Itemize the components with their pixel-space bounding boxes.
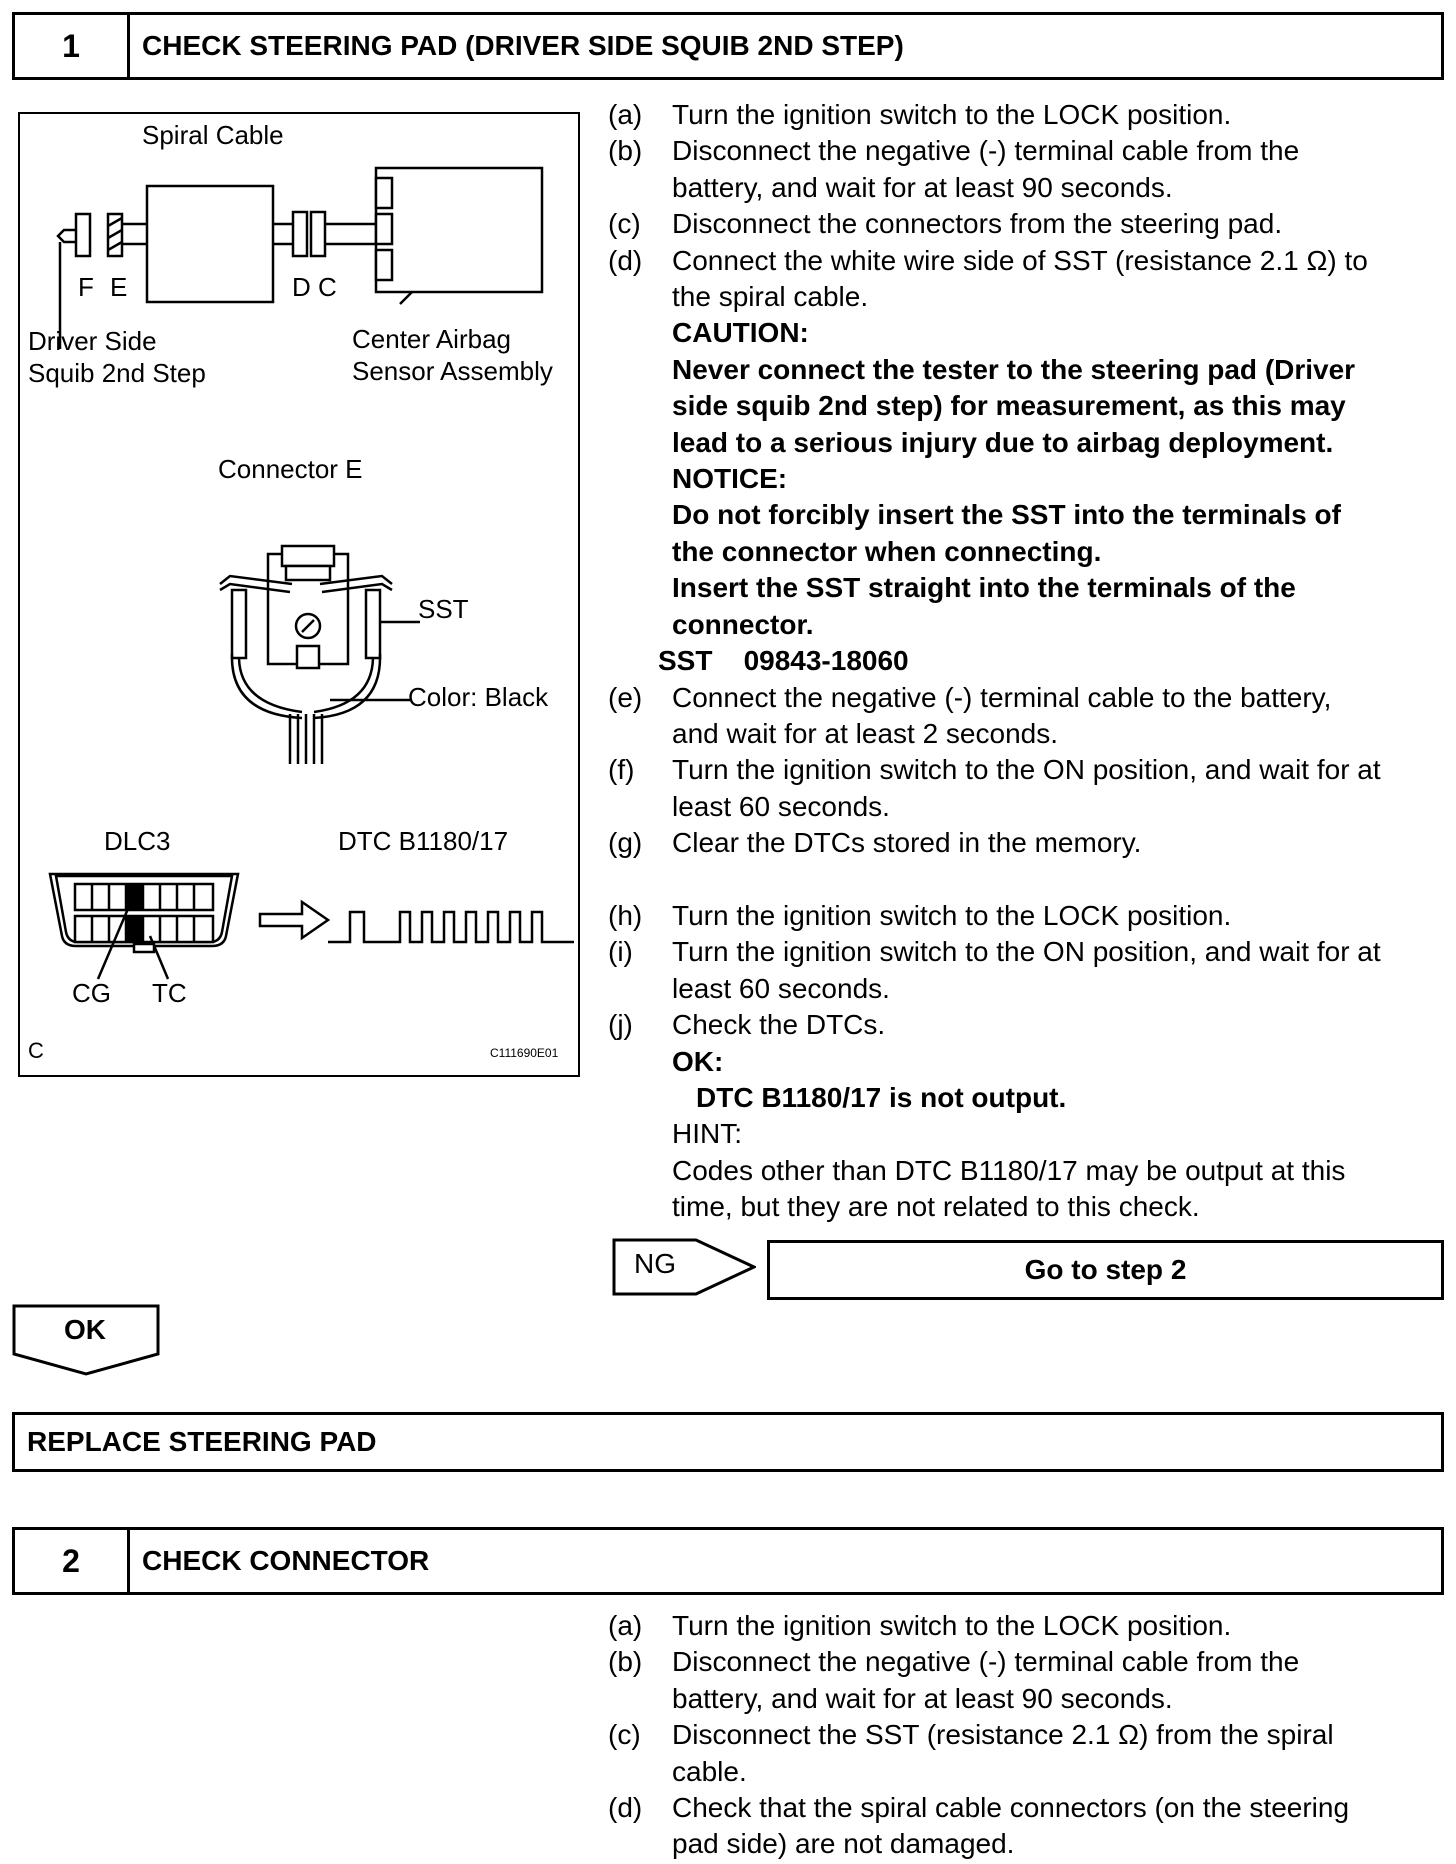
procedure-item: (d) Connect the white wire side of SST (resistance 2.1 Ω) to — [608, 244, 1368, 276]
cg-label: CG — [72, 978, 111, 1008]
caution-title: CAUTION: — [672, 317, 809, 349]
notice-line: the connector when connecting. — [672, 535, 1102, 567]
terminal-dc-label: D C — [292, 272, 337, 302]
notice-title: NOTICE: — [672, 463, 788, 495]
hint-title: HINT: — [672, 1118, 742, 1150]
dlc3-label: DLC3 — [104, 826, 171, 856]
procedure-item: (d) Check that the spiral cable connectors (on the steering — [608, 1792, 1350, 1824]
procedure-item: (f) Turn the ignition switch to the ON position, and wait for at — [608, 754, 1381, 786]
sst-part-number: SST 09843-18060 — [658, 645, 909, 677]
step-title: CHECK CONNECTOR — [142, 1545, 430, 1576]
corner-c-label: C — [28, 1038, 44, 1063]
replace-steering-pad-box: REPLACE STEERING PAD — [12, 1412, 1444, 1472]
go-to-step-2-box[interactable]: Go to step 2 — [767, 1240, 1444, 1300]
procedure-continuation: battery, and wait for at least 90 seconds. — [672, 1682, 1173, 1714]
procedure-continuation: and wait for at least 2 seconds. — [672, 717, 1058, 749]
ng-label: NG — [634, 1248, 676, 1279]
notice-line: Do not forcibly insert the SST into the terminals of — [672, 499, 1341, 531]
step-title: CHECK STEERING PAD (DRIVER SIDE SQUIB 2ND STEP) — [142, 30, 904, 61]
caution-line: Never connect the tester to the steering pad (Driver — [672, 353, 1356, 385]
center-airbag-label-1: Center Airbag — [352, 324, 511, 354]
sst-label: SST — [418, 594, 469, 624]
color-black-label: Color: Black — [408, 682, 549, 712]
caution-line: lead to a serious injury due to airbag deployment. — [672, 426, 1334, 458]
step-1-procedure — [608, 97, 1448, 1226]
spiral-cable-label: Spiral Cable — [142, 120, 284, 150]
step-2-procedure — [608, 1608, 1448, 1863]
procedure-item: (c) Disconnect the connectors from the steering pad. — [608, 208, 1283, 240]
procedure-continuation: cable. — [672, 1755, 747, 1787]
notice-line: Insert the SST straight into the terminals of the — [672, 572, 1296, 604]
procedure-continuation: pad side) are not damaged. — [672, 1828, 1015, 1860]
ok-label: OK — [64, 1314, 106, 1345]
procedure-item: (i) Turn the ignition switch to the ON position, and wait for at — [608, 936, 1381, 968]
procedure-item: (b) Disconnect the negative (-) terminal cable from the — [608, 1646, 1300, 1678]
step-2-header — [12, 1527, 1444, 1595]
connector-e-label: Connector E — [218, 454, 363, 484]
procedure-item: (e) Connect the negative (-) terminal cable to the battery, — [608, 681, 1332, 713]
notice-line: connector. — [672, 608, 814, 640]
driver-side-label-1: Driver Side — [28, 326, 157, 356]
procedure-item: (c) Disconnect the SST (resistance 2.1 Ω) from the spiral — [608, 1719, 1334, 1751]
ng-result-arrow[interactable] — [612, 1238, 756, 1294]
procedure-item: (h) Turn the ignition switch to the LOCK position. — [608, 899, 1232, 931]
caution-line: side squib 2nd step) for measurement, as this may — [672, 390, 1346, 422]
ok-criteria: DTC B1180/17 is not output. — [696, 1081, 1067, 1113]
ok-result-arrow[interactable] — [12, 1304, 160, 1376]
hint-line: Codes other than DTC B1180/17 may be output at this — [672, 1154, 1346, 1186]
procedure-continuation: battery, and wait for at least 90 seconds. — [672, 171, 1173, 203]
step-number: 1 — [15, 15, 130, 77]
procedure-item: (a) Turn the ignition switch to the LOCK position. — [608, 1610, 1232, 1641]
procedure-item: (g) Clear the DTCs stored in the memory. — [608, 827, 1142, 859]
procedure-continuation: least 60 seconds. — [672, 972, 890, 1004]
hint-line: time, but they are not related to this check. — [672, 1191, 1200, 1223]
driver-side-label-2: Squib 2nd Step — [28, 358, 206, 388]
tc-label: TC — [152, 978, 187, 1008]
procedure-continuation: least 60 seconds. — [672, 790, 890, 822]
ok-title: OK: — [672, 1045, 724, 1077]
terminal-e-label: E — [110, 272, 128, 302]
procedure-item: (b) Disconnect the negative (-) terminal cable from the — [608, 135, 1300, 167]
dtc-label: DTC B1180/17 — [338, 826, 509, 856]
step-1-header — [12, 12, 1444, 80]
procedure-item: (a) Turn the ignition switch to the LOCK position. — [608, 99, 1232, 130]
procedure-item: (j) Check the DTCs. — [608, 1009, 886, 1041]
center-airbag-label-2: Sensor Assembly — [352, 356, 553, 386]
procedure-continuation: the spiral cable. — [672, 281, 869, 313]
terminal-f-label: F — [78, 272, 94, 302]
illustration-drawing — [20, 114, 582, 1079]
figure-code: C111690E01 — [490, 1046, 559, 1060]
wiring-illustration — [18, 112, 580, 1077]
step-number: 2 — [15, 1530, 130, 1592]
